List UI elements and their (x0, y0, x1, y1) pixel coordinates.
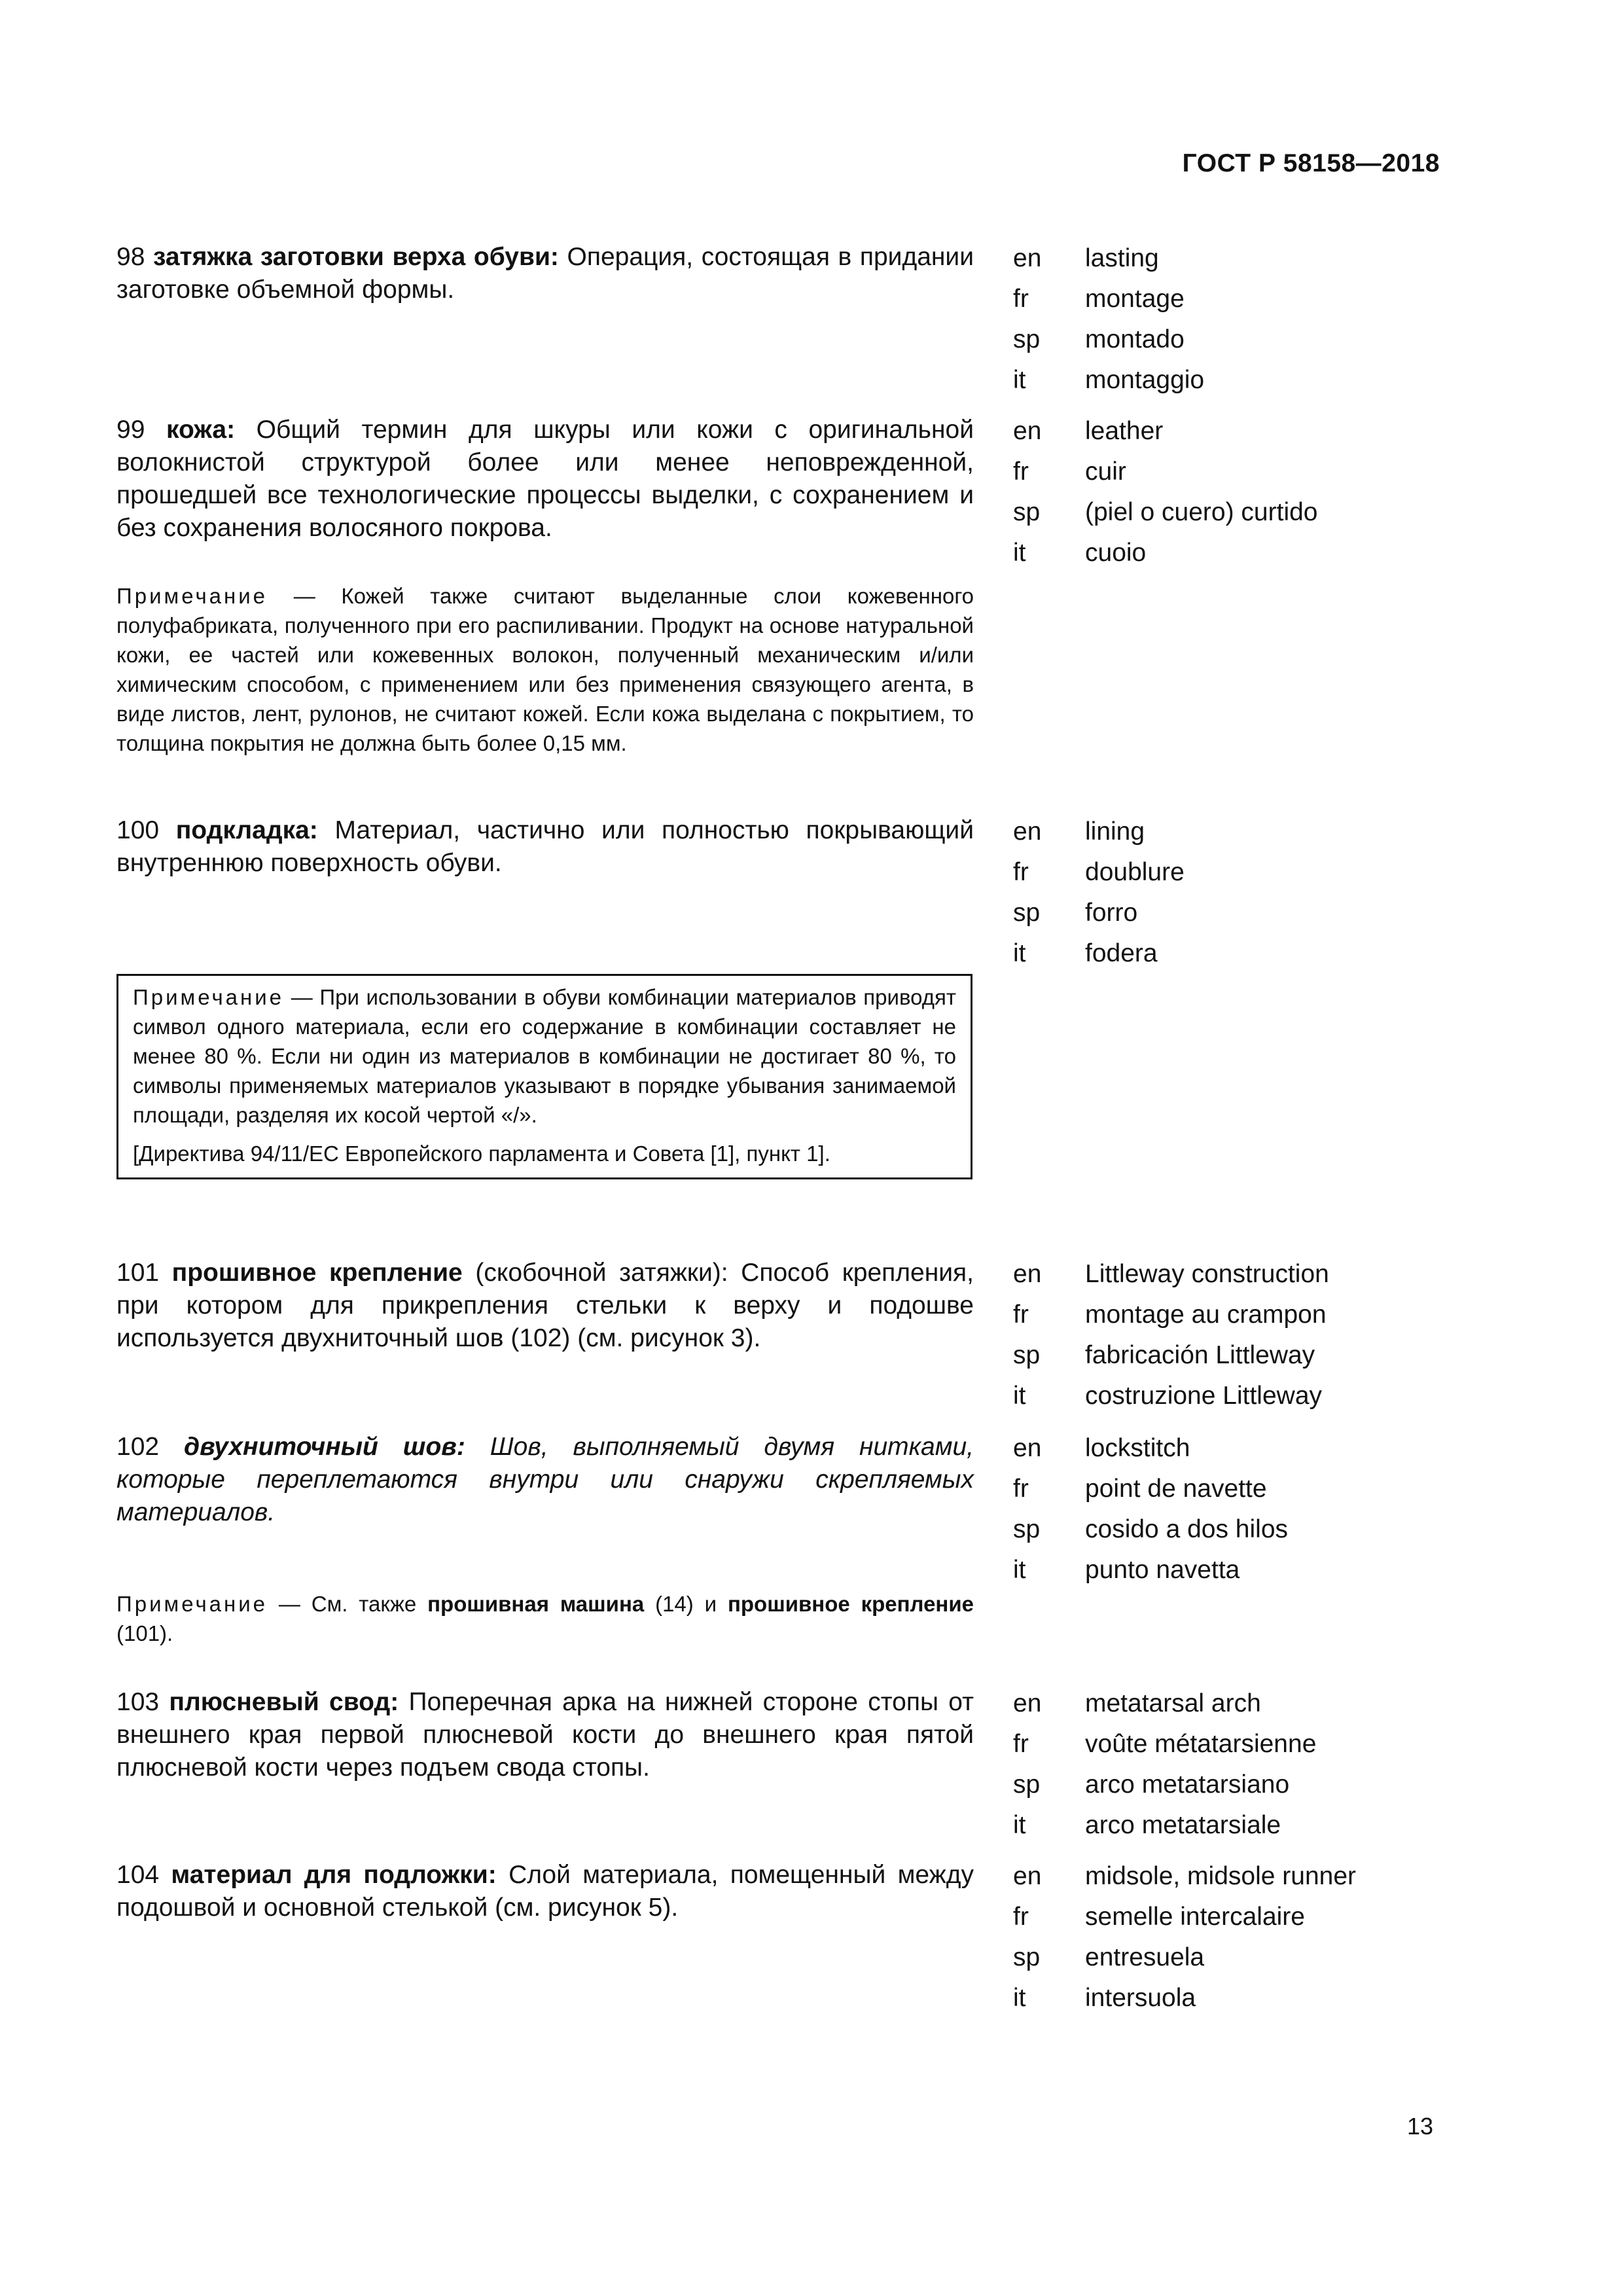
entry-term: затяжка заготовки верха обуви: (152, 243, 559, 271)
entry-102-translations (1013, 1428, 1288, 1590)
translation-row: sp fabricación Littleway (1013, 1341, 1315, 1369)
note-term-ref: прошивное крепление (727, 1592, 974, 1616)
entry-104-translations (1013, 1856, 1356, 2018)
entry-103 (116, 1686, 974, 1784)
entry-number: 103 (116, 1688, 160, 1716)
translation-row: fr voûte métatarsienne (1013, 1730, 1317, 1758)
entry-100-definition (116, 814, 974, 880)
translation-row: sp montado (1013, 325, 1185, 353)
entry-term: материал для подложки: (171, 1861, 497, 1889)
entry-104-definition (116, 1859, 974, 1924)
translation-row: fr cuir (1013, 457, 1126, 486)
translation-row: sp arco metatarsiano (1013, 1770, 1290, 1799)
entry-text: Общий термин для шкуры или кожи с оригинальной волокнистой структурой более или менее неповрежденной, прошедшей все технологические процессы выделки, с сохранением и без сохранения волосяного покрова. (116, 416, 974, 542)
translation-row: en leather (1013, 417, 1164, 445)
boxed-note-text (133, 982, 956, 1130)
translation-row: it montaggio (1013, 366, 1205, 394)
entry-text: Слой материала, помещенный между подошвой и основной стелькой (см. рисунок 5). (116, 1861, 974, 1922)
entry-number: 100 (116, 816, 160, 844)
entry-text: Материал, частично или полностью покрывающий внутреннюю поверхность обуви. (116, 816, 974, 877)
page-number: 13 (1406, 2113, 1433, 2140)
entry-99-note (116, 581, 974, 758)
entry-number: 104 (116, 1861, 160, 1889)
translation-row: fr doublure (1013, 858, 1185, 886)
translation-row: fr montage au crampon (1013, 1300, 1327, 1329)
entry-98-definition (116, 241, 974, 306)
translation-row: sp cosido a dos hilos (1013, 1515, 1289, 1543)
entry-number: 98 (116, 243, 145, 271)
note-text: — При использовании в обуви комбинации материалов приводят символ одного материала, если его содержание в комбинации составляет не менее 80 %. Если ни один из материалов в комбинации не достигает 80 %, то символы применяемых материалов указывают в порядке убывания занимаемой площади, разделяя их косой чертой «/». (133, 985, 956, 1127)
translation-row: sp forro (1013, 899, 1138, 927)
translation-row: sp (piel o cuero) curtido (1013, 498, 1318, 526)
translation-row: it arco metatarsiale (1013, 1811, 1281, 1839)
entry-text: Шов, выполняемый двумя нитками, которые переплетаются внутри или снаружи скрепляемых материалов. (116, 1433, 974, 1526)
translation-row: en lining (1013, 817, 1145, 846)
translation-row: en lockstitch (1013, 1434, 1190, 1462)
entry-99 (116, 414, 974, 758)
translation-row: fr semelle intercalaire (1013, 1903, 1305, 1931)
translation-row: sp entresuela (1013, 1943, 1205, 1971)
entry-99-definition (116, 414, 974, 545)
boxed-note (116, 974, 972, 1179)
translation-row: en lasting (1013, 244, 1159, 272)
entry-102-note: Примечание — См. также прошивная машина (14) и прошивное крепление (101). (116, 1592, 974, 1645)
entry-102-definition (116, 1431, 974, 1529)
translation-row: it punto navetta (1013, 1556, 1240, 1584)
entry-term: прошивное крепление (171, 1259, 463, 1287)
translation-row: fr point de navette (1013, 1475, 1267, 1503)
translation-row: it costruzione Littleway (1013, 1382, 1323, 1410)
entry-103-definition (116, 1686, 974, 1784)
translation-row: it fodera (1013, 939, 1158, 967)
entry-103-translations (1013, 1683, 1316, 1846)
note-text: — Кожей также считают выделанные слои кожевенного полуфабриката, полученного при его распиливании. Продукт на основе натуральной кожи, ее частей или кожевенных волокон, полученный механическим и/или химическим способом, с применением или без применения связующего агента, в виде листов, лент, рулонов, не считают кожей. Если кожа выделана с покрытием, то толщина покрытия не должна быть более 0,15 мм. (116, 584, 974, 755)
note-label: Примечание (116, 1592, 268, 1616)
entry-101-translations (1013, 1254, 1329, 1416)
translation-row: en Littleway construction (1013, 1260, 1329, 1288)
entry-number: 99 (116, 416, 145, 444)
boxed-note-source: [Директива 94/11/ЕС Европейского парламента и Совета [1], пункт 1]. (133, 1141, 830, 1166)
entry-term: плюсневый свод: (169, 1688, 399, 1716)
entry-term: подкладка: (175, 816, 318, 844)
translation-row: fr montage (1013, 285, 1185, 313)
entry-102 (116, 1431, 974, 1648)
note-label: Примечание (133, 985, 285, 1009)
entry-101-definition (116, 1257, 974, 1355)
entry-101 (116, 1257, 974, 1355)
entry-text: (скобочной затяжки): Способ крепления, при котором для прикрепления стельки к верху и подошве используется двухниточный шов (102) (см. рисунок 3). (116, 1259, 974, 1352)
entry-term: кожа: (166, 416, 236, 444)
entry-104 (116, 1859, 974, 1924)
translation-row: en midsole, midsole runner (1013, 1862, 1357, 1890)
entry-98 (116, 241, 974, 306)
entry-text: Поперечная арка на нижней стороне стопы от внешнего края первой плюсневой кости до внешнего края пятой плюсневой кости через подъем свода стопы. (116, 1688, 974, 1782)
entry-text: Операция, состоящая в придании заготовке объемной формы. (116, 243, 974, 304)
document-header: ГОСТ Р 58158—2018 (1182, 149, 1440, 177)
translation-row: it cuoio (1013, 539, 1147, 567)
entry-98-translations (1013, 238, 1204, 401)
entry-term: двухниточный шов: (184, 1433, 465, 1461)
note-label: Примечание (116, 584, 268, 608)
entry-number: 101 (116, 1259, 160, 1287)
note-term-ref: прошивная машина (427, 1592, 645, 1616)
entry-100-translations (1013, 812, 1185, 974)
entry-100 (116, 814, 974, 880)
entry-number: 102 (116, 1433, 160, 1461)
translation-row: en metatarsal arch (1013, 1689, 1261, 1717)
translation-row: it intersuola (1013, 1984, 1196, 2012)
entry-99-translations (1013, 411, 1318, 573)
